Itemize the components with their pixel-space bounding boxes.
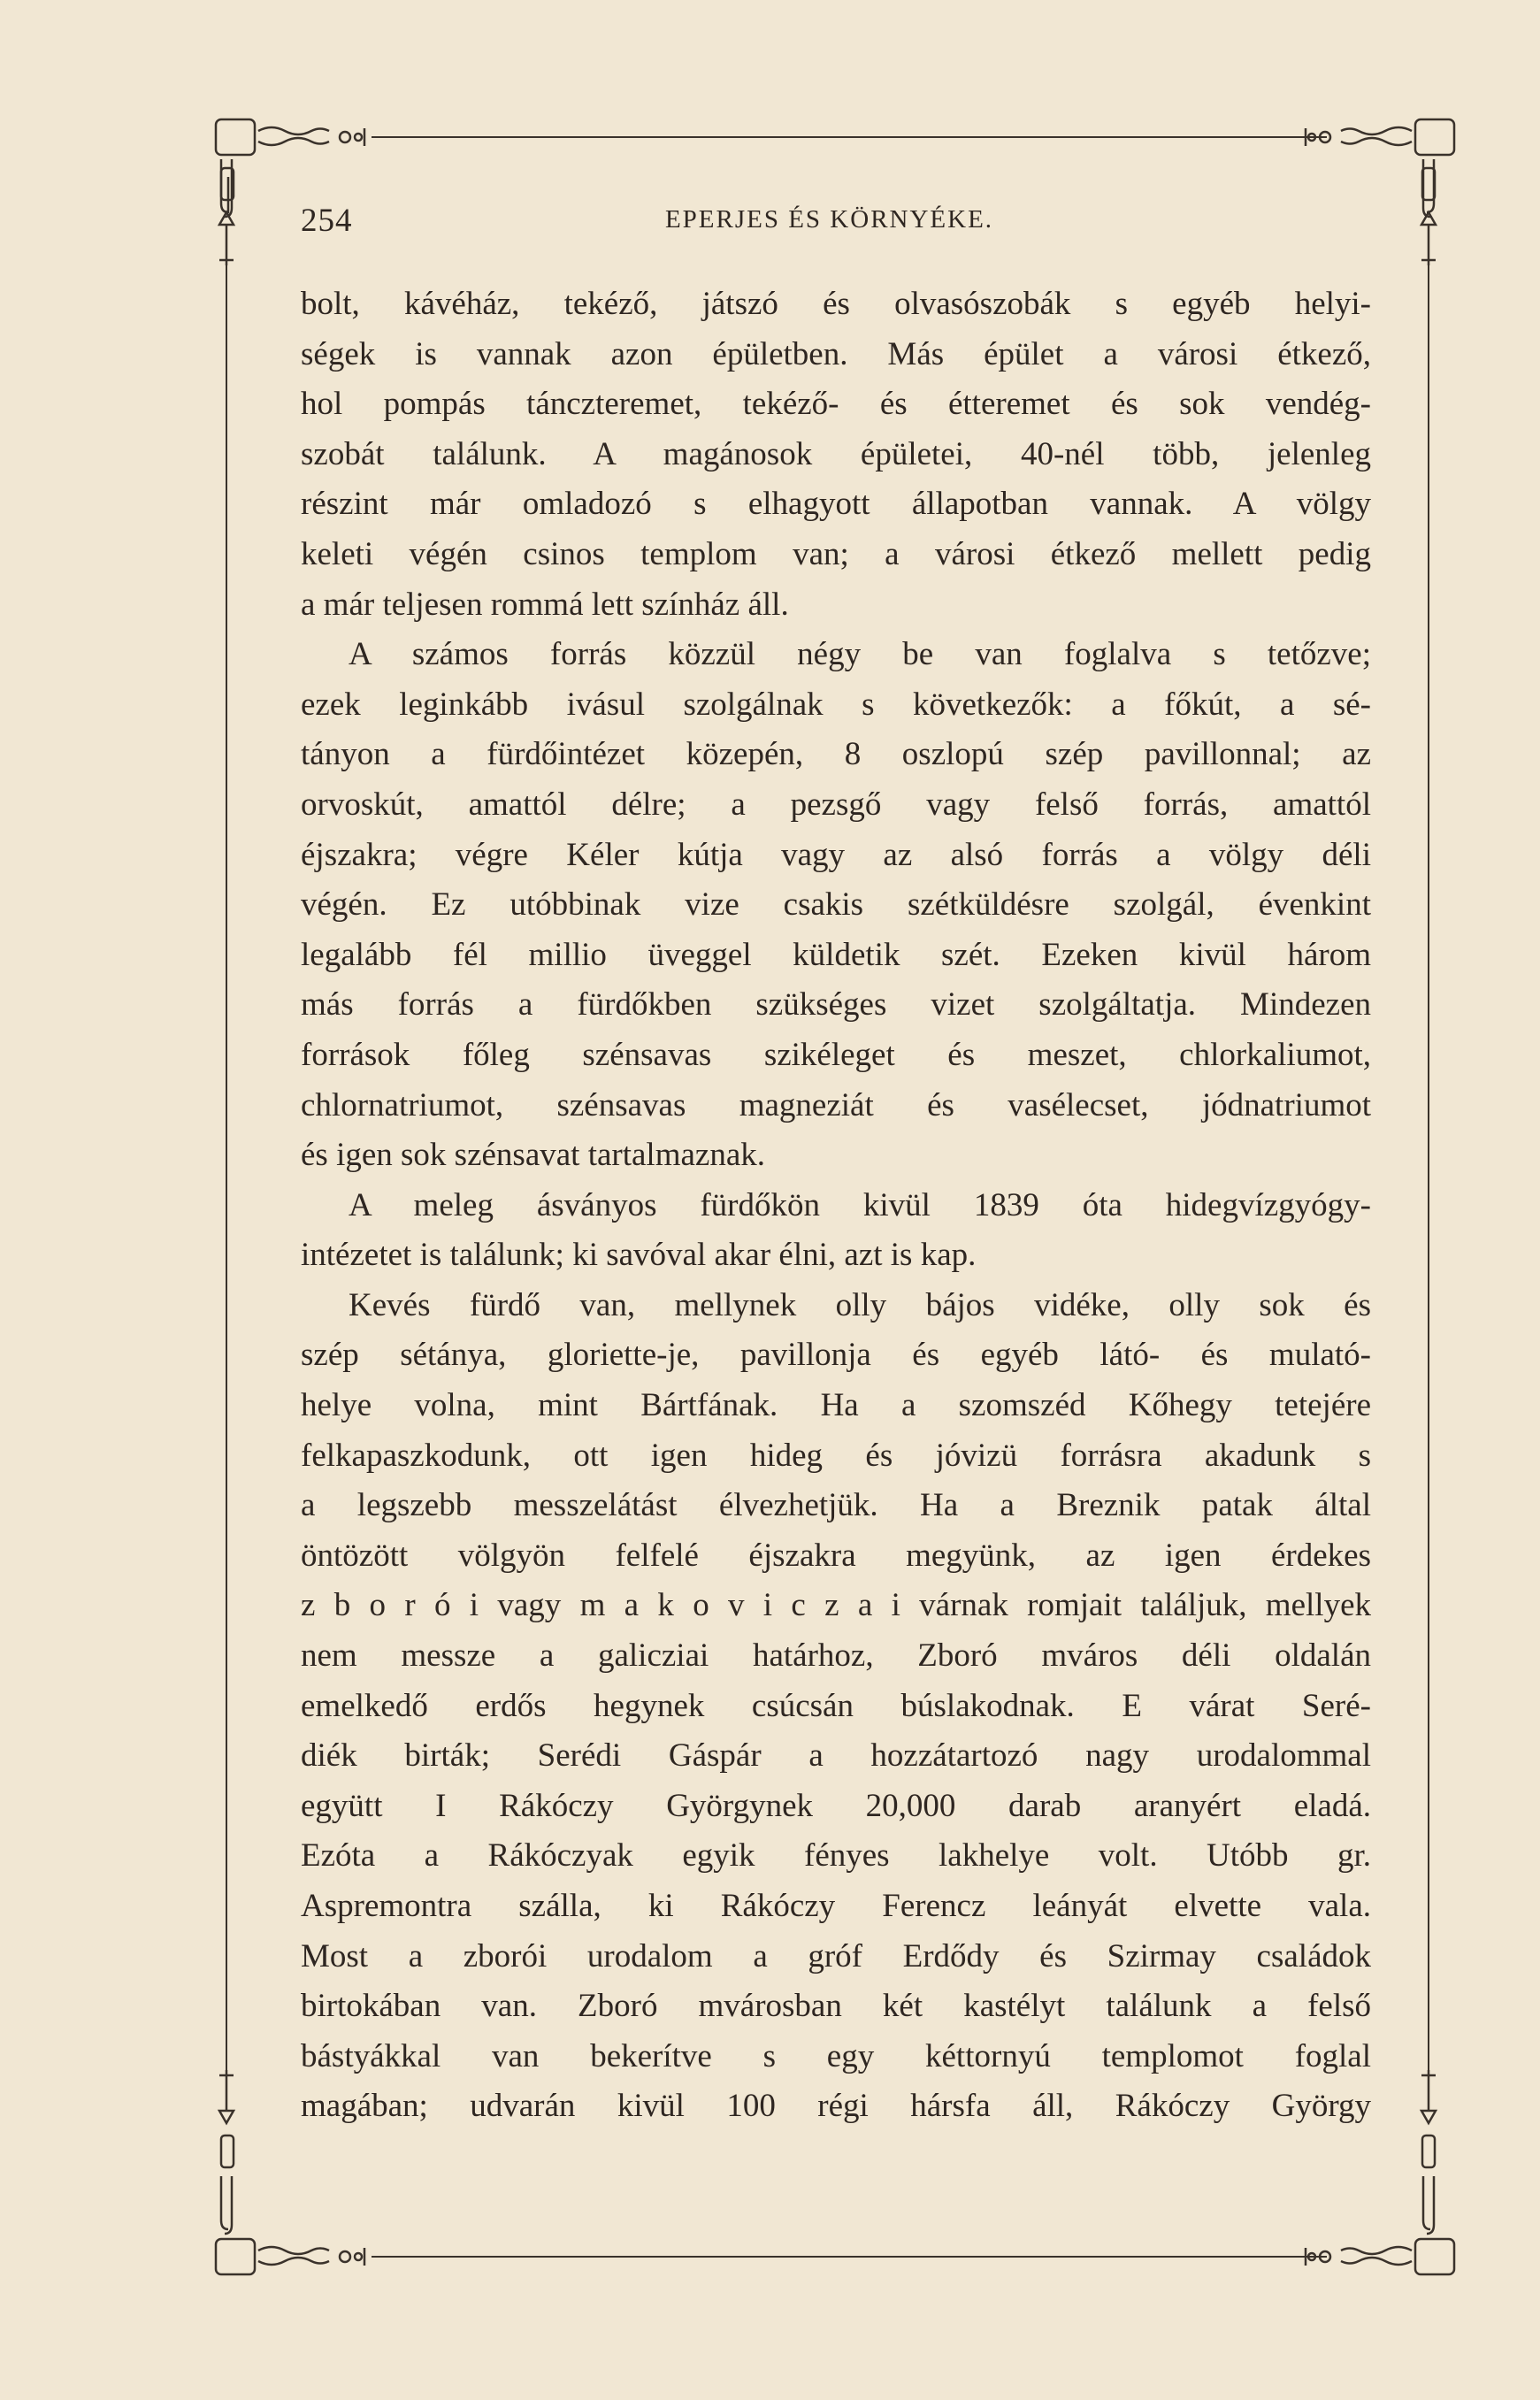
text-line: források főleg szénsavas szikéleget és meszet, chlorkaliumot,	[301, 1036, 1371, 1073]
text-line: Aspremontra szálla, ki Rákóczy Ferencz leányát elvette vala.	[301, 1888, 1371, 1924]
text-line: orvoskút, amattól délre; a pezsgő vagy felső forrás, amattól	[301, 786, 1371, 823]
text-line: intézetet is találunk; ki savóval akar élni, azt is kap.	[301, 1237, 977, 1274]
text-line: felkapaszkodunk, ott igen hideg és jóvizü forrásra akadunk s	[301, 1437, 1371, 1474]
text-line: A meleg ásványos fürdőkön kivül 1839 óta hidegvízgyógy-	[349, 1186, 1371, 1223]
text-line: szobát találunk. A magánosok épületei, 40-nél több, jelenleg	[301, 435, 1371, 472]
text-line: együtt I Rákóczy Györgynek 20,000 darab aranyért eladá.	[301, 1787, 1371, 1824]
text-line: tányon a fürdőintézet közepén, 8 oszlopú szép pavillonnal; az	[301, 736, 1371, 773]
text-line: bolt, kávéház, tekéző, játszó és olvasószobák s egyéb helyi-	[301, 286, 1371, 322]
text-line: részint már omladozó s elhagyott állapotban vannak. A völgy	[301, 486, 1371, 523]
text-line: diék birták; Serédi Gáspár a hozzátartozó nagy urodalommal	[301, 1737, 1371, 1775]
body-text	[301, 280, 1371, 2132]
text-line: más forrás a fürdőkben szükséges vizet szolgáltatja. Mindezen	[301, 986, 1371, 1024]
text-line: chlornatriumot, szénsavas magneziát és vasélecset, jódnatriumot	[301, 1086, 1371, 1123]
text-line: keleti végén csinos templom van; a városi étkező mellett pedig	[301, 535, 1371, 572]
text-line: öntözött völgyön felfelé éjszakra megyünk, az igen érdekes	[301, 1537, 1371, 1574]
text-line: emelkedő erdős hegynek csúcsán búslakodnak. E várat Seré-	[301, 1687, 1371, 1724]
text-line: és igen sok szénsavat tartalmaznak.	[301, 1137, 765, 1174]
text-line: hol pompás tánczteremet, tekéző- és étteremet és sok vendég-	[301, 386, 1371, 423]
text-line: helye volna, mint Bártfának. Ha a szomszéd Kőhegy tetejére	[301, 1387, 1371, 1424]
text-line: Ezóta a Rákóczyak egyik fényes lakhelye volt. Utóbb gr.	[301, 1837, 1371, 1875]
text-line: nem messze a galicziai határhoz, Zboró mváros déli oldalán	[301, 1637, 1371, 1675]
text-line: szép sétánya, gloriette-je, pavillonja és egyéb látó- és mulató-	[301, 1337, 1371, 1374]
text-line: z b o r ó i vagy m a k o v i c z a i várnak romjait találjuk, mellyek	[301, 1587, 1371, 1624]
text-line: Most a zborói urodalom a gróf Erdődy és Szirmay családok	[301, 1937, 1371, 1974]
page-number: 254	[301, 203, 353, 239]
page-header	[301, 202, 1358, 255]
text-line: Kevés fürdő van, mellynek olly bájos vidéke, olly sok és	[349, 1286, 1371, 1323]
text-line: végén. Ez utóbbinak vize csakis szétküldésre szolgál, évenkint	[301, 886, 1371, 924]
text-line: magában; udvarán kivül 100 régi hársfa áll, Rákóczy György	[301, 2088, 1371, 2125]
text-line: a már teljesen rommá lett színház áll.	[301, 586, 789, 623]
text-line: A számos forrás közzül négy be van foglalva s tetőzve;	[349, 636, 1371, 673]
text-line: bástyákkal van bekerítve s egy kéttornyú templomot foglal	[301, 2037, 1371, 2074]
running-head: EPERJES ÉS KÖRNYÉKE.	[664, 205, 994, 234]
text-line: a legszebb messzelátást élvezhetjük. Ha a Breznik patak által	[301, 1487, 1371, 1524]
text-line: birtokában van. Zboró mvárosban két kastélyt találunk a felső	[301, 1988, 1371, 2025]
text-line: ségek is vannak azon épületben. Más épület a városi étkező,	[301, 335, 1371, 372]
text-line: éjszakra; végre Kéler kútja vagy az alsó forrás a völgy déli	[301, 836, 1371, 873]
text-line: ezek leginkább ivásul szolgálnak s következők: a főkút, a sé-	[301, 686, 1371, 723]
text-line: legalább fél millio üveggel küldetik szét. Ezeken kivül három	[301, 936, 1371, 973]
